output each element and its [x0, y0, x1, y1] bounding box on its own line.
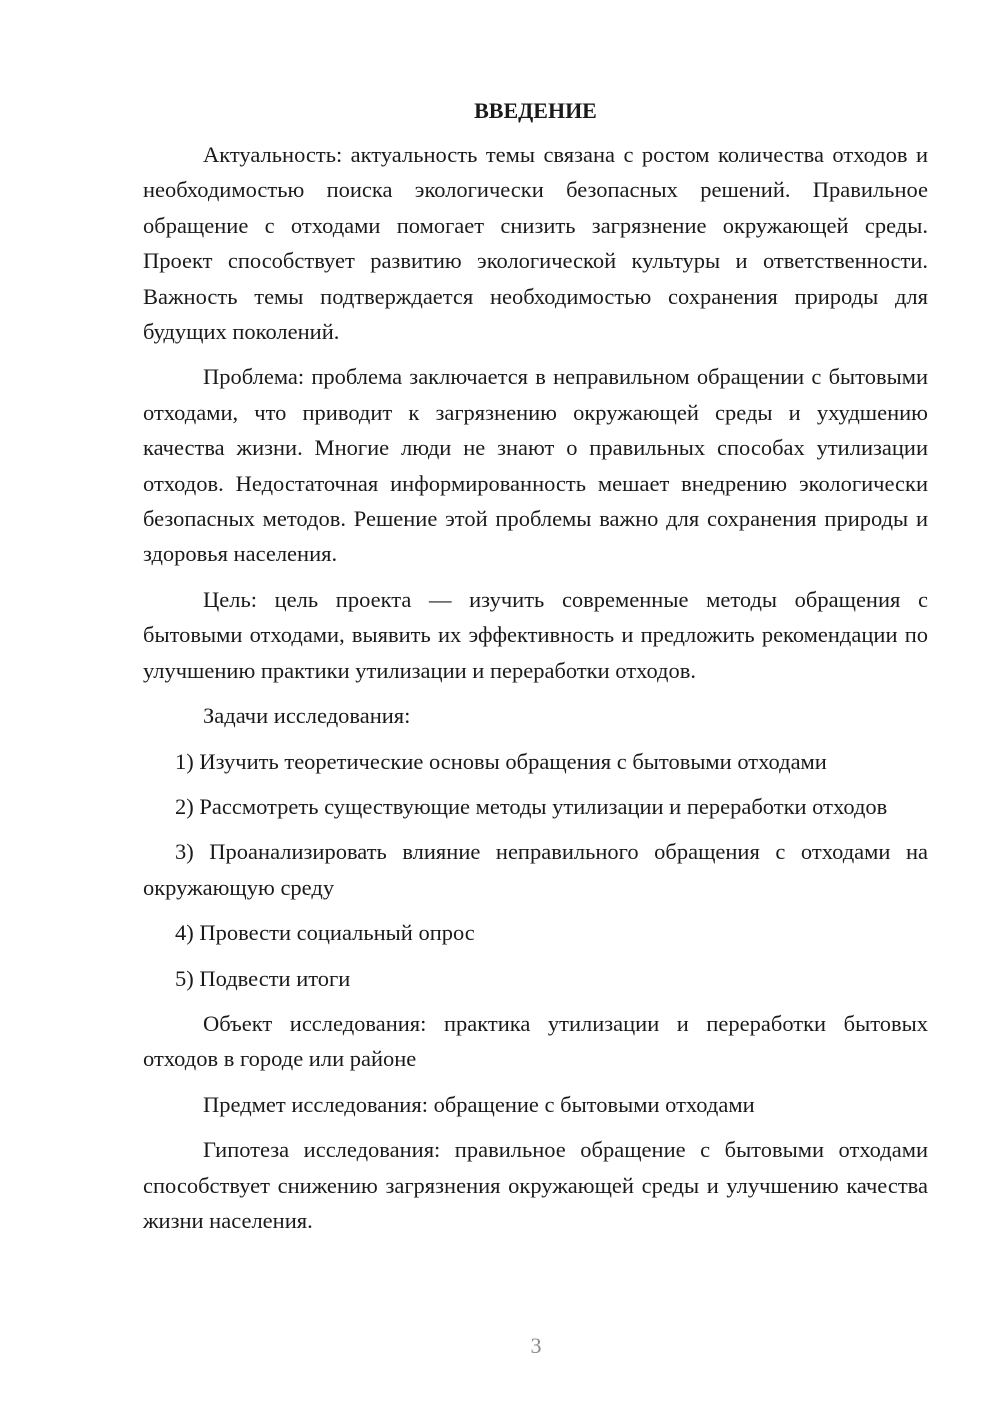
page-number: 3	[530, 1333, 542, 1358]
problem-paragraph: Проблема: проблема заключается в неправильном обращении с бытовыми отходами, что приводит к загрязнению окружающей среды и ухудшению качества жизни. Многие люди не знают о правильных способах утилизации отходов. Недостаточная информированность мешает внедрению экологически безопасных методов. Решение этой проблемы важно для сохранения природы и здоровья населения.	[143, 364, 928, 567]
task-item-3: 3) Проанализировать влияние неправильного обращения с отходами на окружающую среду	[143, 839, 928, 900]
task-item-5: 5) Подвести итоги	[175, 965, 351, 991]
goal-paragraph: Цель: цель проекта — изучить современные методы обращения с бытовыми отходами, выявить их эффективность и предложить рекомендации по улучшению практики утилизации и переработки отходов.	[143, 586, 928, 683]
task-item-2: 2) Рассмотреть существующие методы утилизации и переработки отходов	[175, 793, 888, 819]
task-item-1: 1) Изучить теоретические основы обращения с бытовыми отходами	[175, 748, 827, 774]
relevance-paragraph: Актуальность: актуальность темы связана с ростом количества отходов и необходимостью поиска экологически безопасных решений. Правильное обращение с отходами помогает снизить загрязнение окружающей среды. Проект способствует развитию экологической культуры и ответственности. Важность темы подтверждается необходимостью сохранения природы для будущих поколений.	[143, 142, 928, 345]
tasks-heading: Задачи исследования:	[203, 703, 411, 729]
subject-paragraph: Предмет исследования: обращение с бытовыми отходами	[203, 1091, 755, 1117]
object-paragraph: Объект исследования: практика утилизации и переработки бытовых отходов в городе или районе	[143, 1010, 928, 1072]
document-page	[143, 95, 928, 1248]
section-title: ВВЕДЕНИЕ	[474, 98, 597, 123]
task-item-4: 4) Провести социальный опрос	[175, 920, 475, 946]
hypothesis-paragraph: Гипотеза исследования: правильное обращение с бытовыми отходами способствует снижению загрязнения окружающей среды и улучшению качества жизни населения.	[143, 1137, 928, 1233]
